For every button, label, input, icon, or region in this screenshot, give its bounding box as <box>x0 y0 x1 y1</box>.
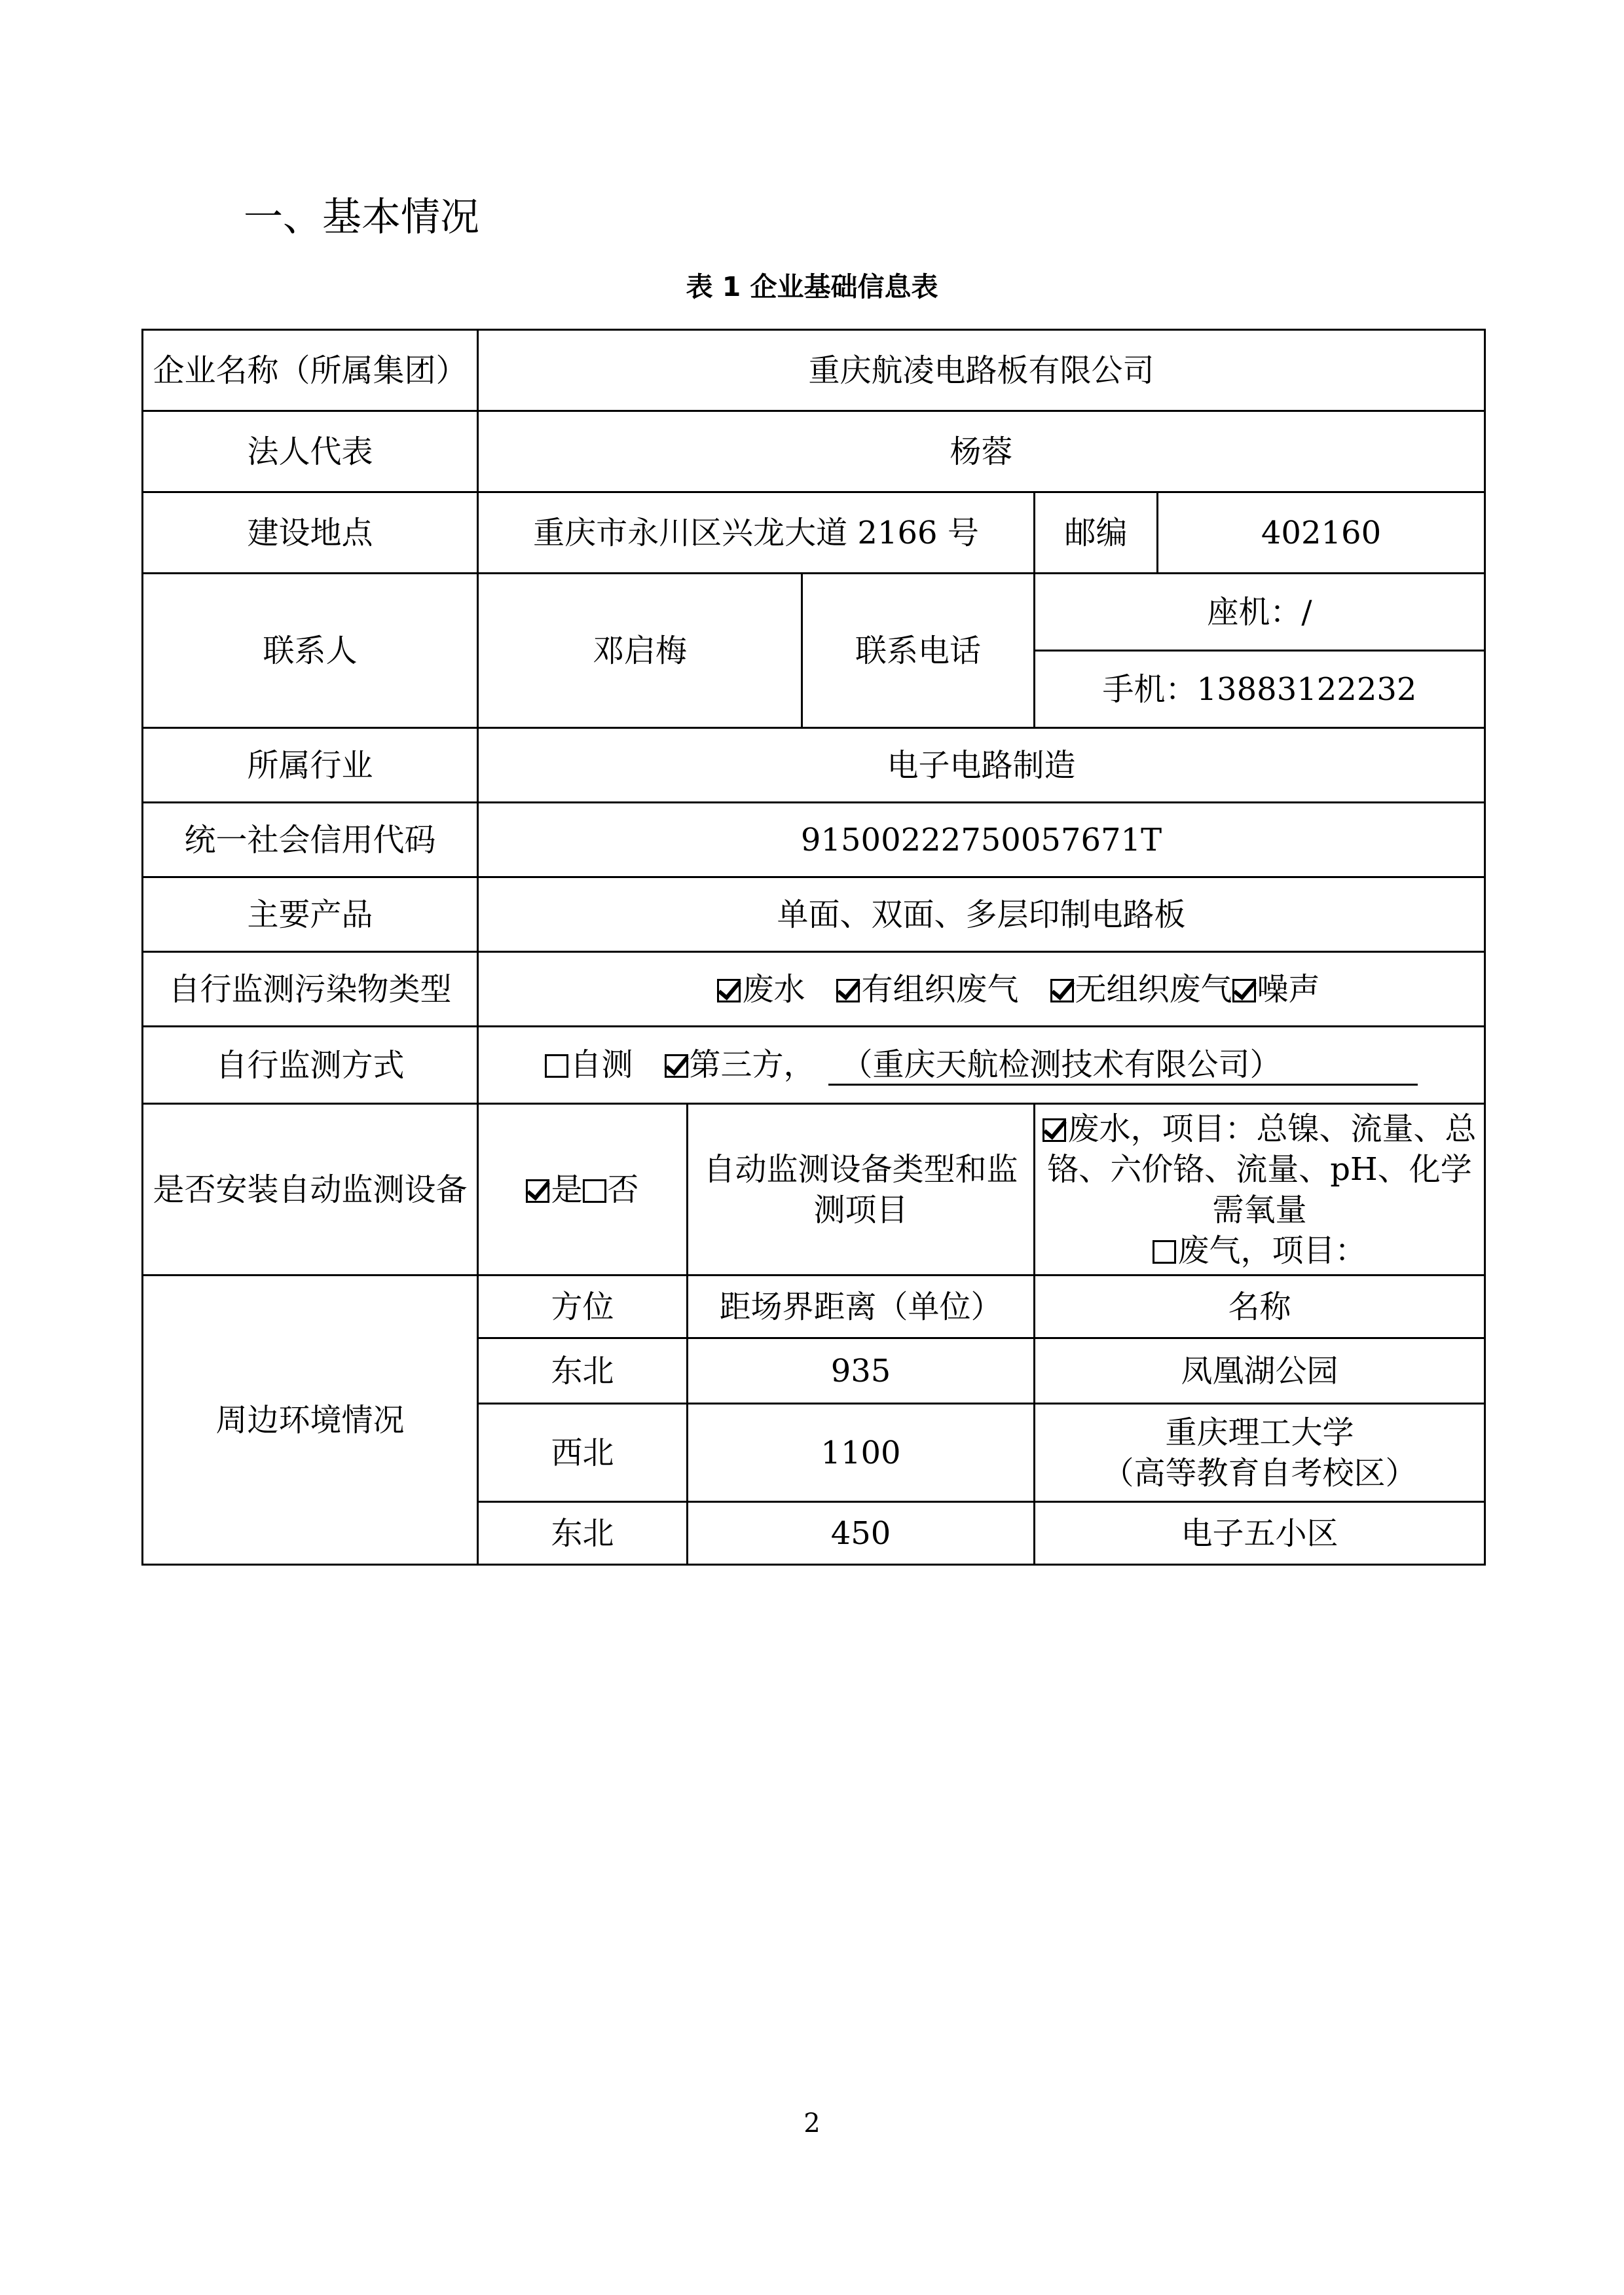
noise-checkbox[interactable] <box>1232 979 1256 1002</box>
row-name <box>1035 1338 1485 1404</box>
row-name-line-2: （高等教育自考校区） <box>1102 1454 1417 1492</box>
pollutant-types-label: 自行监测污染物类型 <box>143 952 478 1027</box>
auto-monitor-options <box>478 1104 688 1276</box>
auto-wastewater-checkbox[interactable] <box>1043 1118 1066 1142</box>
auto-monitor-yes-label: 是 <box>551 1171 583 1208</box>
industry-value: 电子电路制造 <box>478 728 1485 803</box>
mobile-value: 手机：13883122232 <box>1035 651 1485 728</box>
table-row <box>143 1276 1485 1338</box>
direction-header: 方位 <box>478 1276 688 1338</box>
landline-value: 座机：/ <box>1035 574 1485 651</box>
auto-monitor-wastewater-line <box>1042 1109 1477 1230</box>
credit-code-label: 统一社会信用代码 <box>143 803 478 877</box>
third-party-name-field[interactable] <box>828 1046 1418 1086</box>
row-name <box>1035 1502 1485 1565</box>
self-test-checkbox[interactable] <box>545 1054 568 1078</box>
table-row <box>143 803 1485 877</box>
row-name-line: 重庆理工大学 <box>1165 1414 1354 1451</box>
contact-name: 邓启梅 <box>478 574 802 728</box>
auto-monitor-label: 是否安装自动监测设备 <box>143 1104 478 1276</box>
auto-monitor-no-checkbox[interactable] <box>583 1179 606 1203</box>
auto-wastewater-text: 废水，项目：总镍、流量、总铬、六价铬、流量、pH、化学需氧量 <box>1047 1110 1477 1228</box>
table-caption: 表 1 企业基础信息表 <box>686 271 938 303</box>
products-label: 主要产品 <box>143 877 478 952</box>
row-distance: 1100 <box>688 1404 1035 1502</box>
self-test-label: 自测 <box>570 1046 633 1083</box>
location-label: 建设地点 <box>143 492 478 574</box>
third-party-checkbox[interactable] <box>665 1054 688 1078</box>
legal-rep-value: 杨蓉 <box>478 411 1485 492</box>
table-row <box>143 411 1485 492</box>
company-info-table <box>141 329 1486 1566</box>
noise-option-label: 噪声 <box>1257 970 1320 1008</box>
auto-gas-checkbox[interactable] <box>1153 1240 1176 1264</box>
row-distance: 450 <box>688 1502 1035 1565</box>
row-name-line: 凤凰湖公园 <box>1181 1352 1338 1389</box>
table-row <box>143 492 1485 574</box>
section-heading: 一、基本情况 <box>244 194 479 240</box>
table-row <box>143 877 1485 952</box>
surroundings-label: 周边环境情况 <box>143 1276 478 1565</box>
auto-monitor-yes-checkbox[interactable] <box>526 1179 549 1203</box>
name-header: 名称 <box>1035 1276 1485 1338</box>
distance-header: 距场界距离（单位） <box>688 1276 1035 1338</box>
auto-monitor-items <box>1035 1104 1485 1276</box>
organized-gas-option-label: 有组织废气 <box>861 970 1019 1008</box>
unorganized-gas-option-label: 无组织废气 <box>1075 970 1232 1008</box>
products-value: 单面、双面、多层印制电路板 <box>478 877 1485 952</box>
row-direction: 西北 <box>478 1404 688 1502</box>
row-direction: 东北 <box>478 1338 688 1404</box>
table-row <box>143 574 1485 651</box>
row-name-line: 电子五小区 <box>1181 1515 1338 1552</box>
table-row <box>143 1027 1485 1104</box>
company-name-value: 重庆航凌电路板有限公司 <box>478 330 1485 411</box>
table-row <box>143 728 1485 803</box>
location-value: 重庆市永川区兴龙大道 2166 号 <box>478 492 1035 574</box>
phone-label: 联系电话 <box>802 574 1035 728</box>
row-distance: 935 <box>688 1338 1035 1404</box>
auto-monitor-type-label: 自动监测设备类型和监测项目 <box>688 1104 1035 1276</box>
contact-label: 联系人 <box>143 574 478 728</box>
organized-gas-checkbox[interactable] <box>836 979 860 1002</box>
third-party-name: （重庆天航检测技术有限公司） <box>841 1046 1282 1083</box>
pollutant-types-options <box>478 952 1485 1027</box>
table-row <box>143 952 1485 1027</box>
wastewater-option-label: 废水 <box>742 970 805 1008</box>
auto-gas-text: 废气，项目： <box>1177 1232 1367 1269</box>
postcode-label: 邮编 <box>1035 492 1158 574</box>
auto-monitor-no-label: 否 <box>607 1171 639 1208</box>
table-row <box>143 1104 1485 1276</box>
postcode-value: 402160 <box>1158 492 1485 574</box>
monitoring-method-options <box>478 1027 1485 1104</box>
wastewater-checkbox[interactable] <box>717 979 741 1002</box>
unorganized-gas-checkbox[interactable] <box>1050 979 1074 1002</box>
auto-monitor-gas-line <box>1042 1230 1477 1271</box>
page-number: 2 <box>803 2108 821 2139</box>
third-party-label: 第三方， <box>689 1046 815 1083</box>
company-name-label: 企业名称（所属集团） <box>143 330 478 411</box>
row-name <box>1035 1404 1485 1502</box>
legal-rep-label: 法人代表 <box>143 411 478 492</box>
industry-label: 所属行业 <box>143 728 478 803</box>
monitoring-method-label: 自行监测方式 <box>143 1027 478 1104</box>
table-row <box>143 330 1485 411</box>
credit-code-value: 91500222750057671T <box>478 803 1485 877</box>
row-direction: 东北 <box>478 1502 688 1565</box>
